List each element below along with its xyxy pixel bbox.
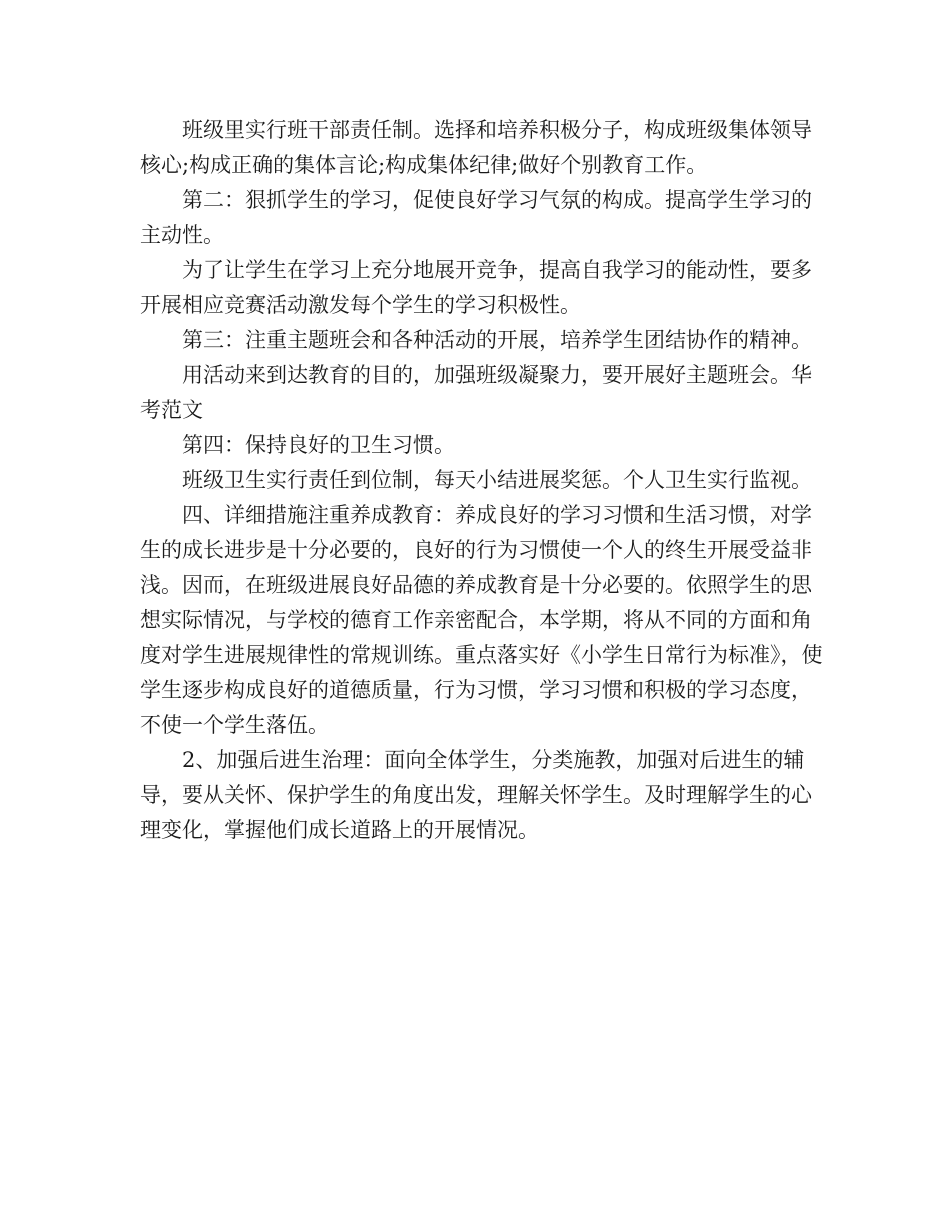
paragraph-hygiene: 班级卫生实行责任到位制，每天小结进展奖惩。个人卫生实行监视。: [182, 468, 812, 492]
paragraph-fourth-point: 第四：保持良好的卫生习惯。: [182, 433, 455, 457]
paragraph-class-cadre-system: 班级里实行班干部责任制。选择和培养积极分子，构成班级集体领导核心;构成正确的集体言论;构成集体纪律;做好个别教育工作。: [140, 118, 812, 177]
paragraph-learning-competition: 为了让学生在学习上充分地展开竞争，提高自我学习的能动性，要多开展相应竞赛活动激发每个学生的学习积极性。: [140, 258, 812, 317]
document-body: [140, 113, 830, 848]
paragraph-third-point: 第三：注重主题班会和各种活动的开展，培养学生团结协作的精神。: [182, 328, 812, 352]
paragraph-second-point: 第二：狠抓学生的学习，促使良好学习气氛的构成。提高学生学习的主动性。: [140, 188, 812, 247]
paragraph-habit-education: 四、详细措施注重养成教育：养成良好的学习习惯和生活习惯，对学生的成长进步是十分必要的，良好的行为习惯使一个人的终生开展受益非浅。因而，在班级进展良好品德的养成教育是十分必要的。依照学生的思想实际情况，与学校的德育工作亲密配合，本学期，将从不同的方面和角度对学生进展规律性的常规训练。重点落实好《小学生日常行为标准》，使学生逐步构成良好的道德质量，行为习惯，学习习惯和积极的学习态度，不使一个学生落伍。: [140, 503, 823, 737]
paragraph-class-meeting: 用活动来到达教育的目的，加强班级凝聚力，要开展好主题班会。华考范文: [140, 363, 812, 422]
paragraph-underachiever-management: 2、加强后进生治理：面向全体学生，分类施教，加强对后进生的辅导，要从关怀、保护学生的角度出发，理解关怀学生。及时理解学生的心理变化，掌握他们成长道路上的开展情况。: [140, 748, 812, 842]
